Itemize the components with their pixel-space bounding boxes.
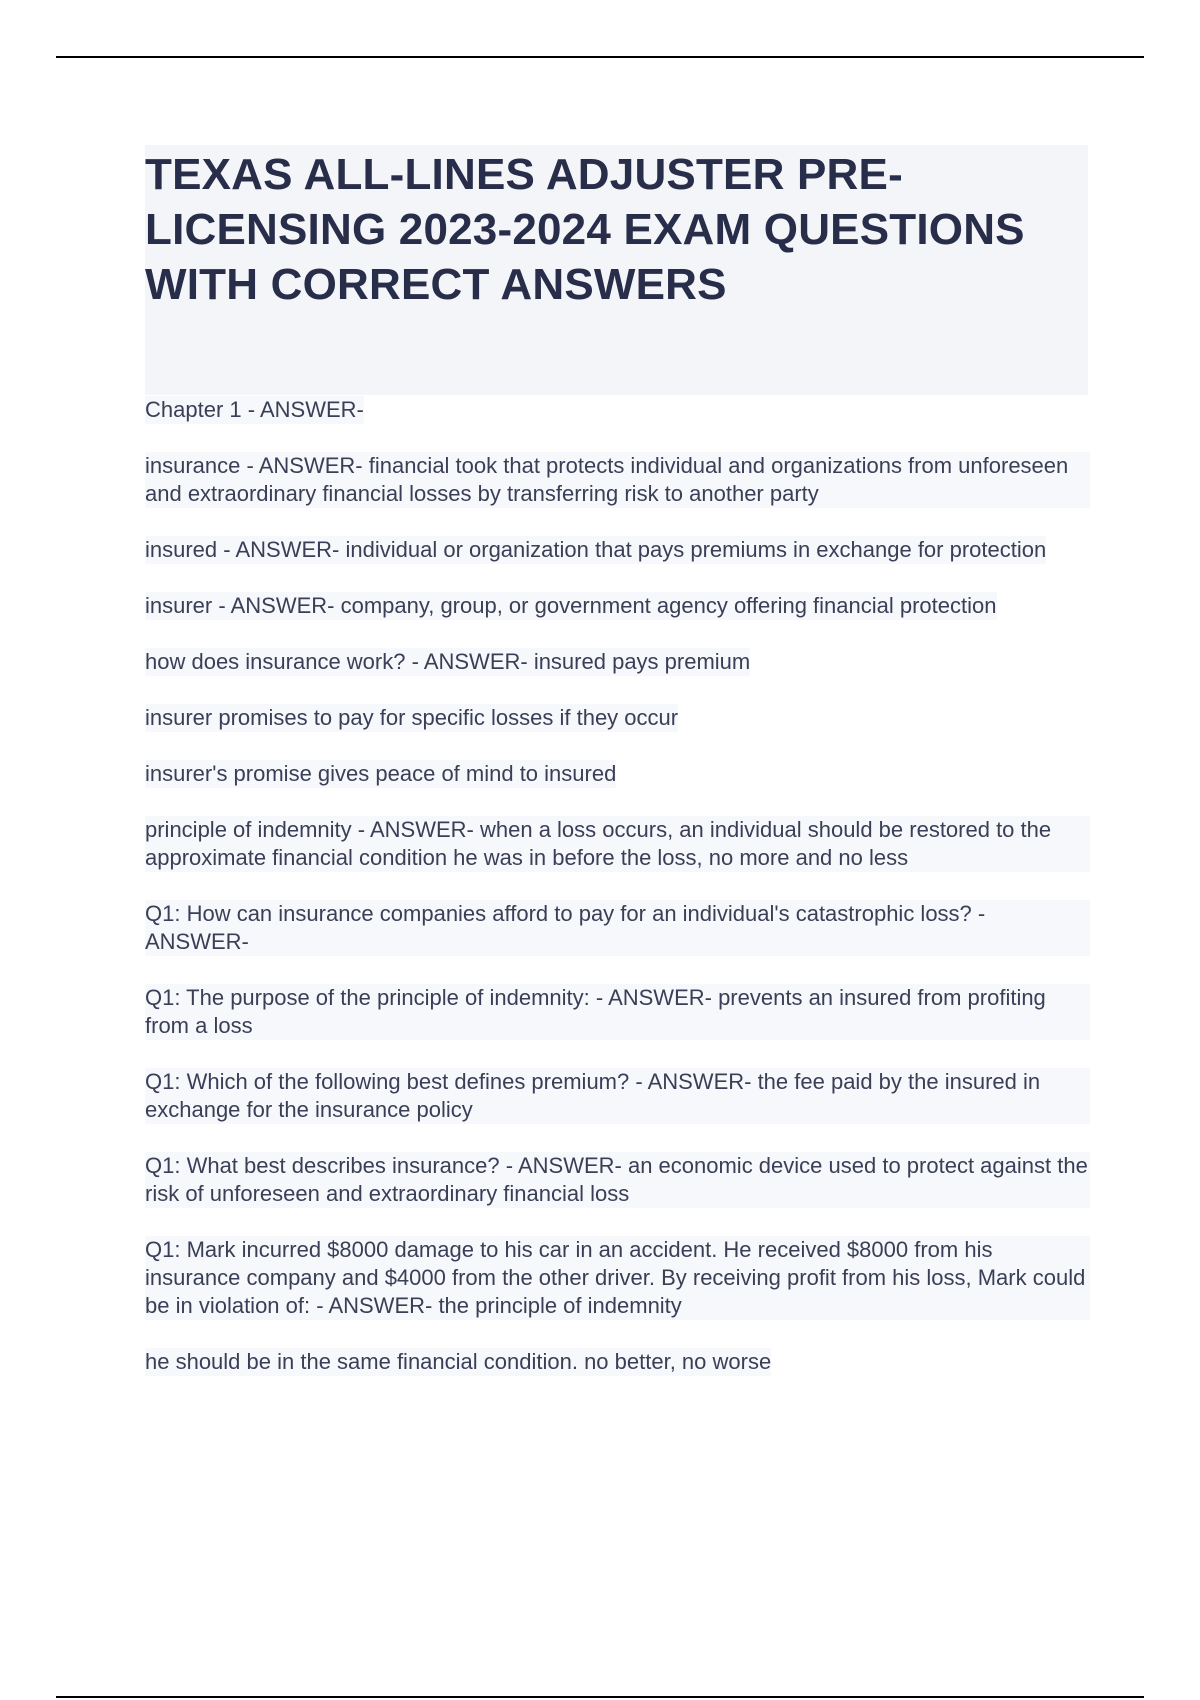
- entry-insurance: insurance - ANSWER- financial took that protects individual and organizations from unforeseen and extraordinary financial losses by transferring risk to another party: [145, 452, 1090, 508]
- document-body: [145, 396, 1090, 1376]
- document-title: TEXAS ALL-LINES ADJUSTER PRE-LICENSING 2023-2024 EXAM QUESTIONS WITH CORRECT ANSWERS: [145, 150, 1025, 309]
- entry-insurer: insurer - ANSWER- company, group, or government agency offering financial protection: [145, 593, 997, 618]
- bottom-rule: [56, 1696, 1144, 1698]
- entry-same-financial-condition: he should be in the same financial condition. no better, no worse: [145, 1349, 772, 1374]
- title-block: [145, 145, 1088, 395]
- entry-q1-purpose-indemnity: Q1: The purpose of the principle of indemnity: - ANSWER- prevents an insured from profiting from a loss: [145, 984, 1090, 1040]
- entry-q1-catastrophic-loss: Q1: How can insurance companies afford to pay for an individual's catastrophic loss? - ANSWER-: [145, 900, 1090, 956]
- entry-principle-of-indemnity: principle of indemnity - ANSWER- when a loss occurs, an individual should be restored to the approximate financial condition he was in before the loss, no more and no less: [145, 816, 1090, 872]
- entry-chapter-1: Chapter 1 - ANSWER-: [145, 397, 364, 422]
- entry-peace-of-mind: insurer's promise gives peace of mind to insured: [145, 761, 617, 786]
- entry-insured: insured - ANSWER- individual or organization that pays premiums in exchange for protection: [145, 537, 1047, 562]
- entry-q1-mark-accident: Q1: Mark incurred $8000 damage to his car in an accident. He received $8000 from his insurance company and $4000 from the other driver. By receiving profit from his loss, Mark could be in violation of: - ANSWER- the principle of indemnity: [145, 1236, 1090, 1320]
- entry-how-insurance-works: how does insurance work? - ANSWER- insured pays premium: [145, 649, 751, 674]
- entry-insurer-promises: insurer promises to pay for specific losses if they occur: [145, 705, 679, 730]
- top-rule: [56, 56, 1144, 58]
- entry-q1-premium: Q1: Which of the following best defines premium? - ANSWER- the fee paid by the insured in exchange for the insurance policy: [145, 1068, 1090, 1124]
- entry-q1-describes-insurance: Q1: What best describes insurance? - ANSWER- an economic device used to protect against the risk of unforeseen and extraordinary financial loss: [145, 1152, 1090, 1208]
